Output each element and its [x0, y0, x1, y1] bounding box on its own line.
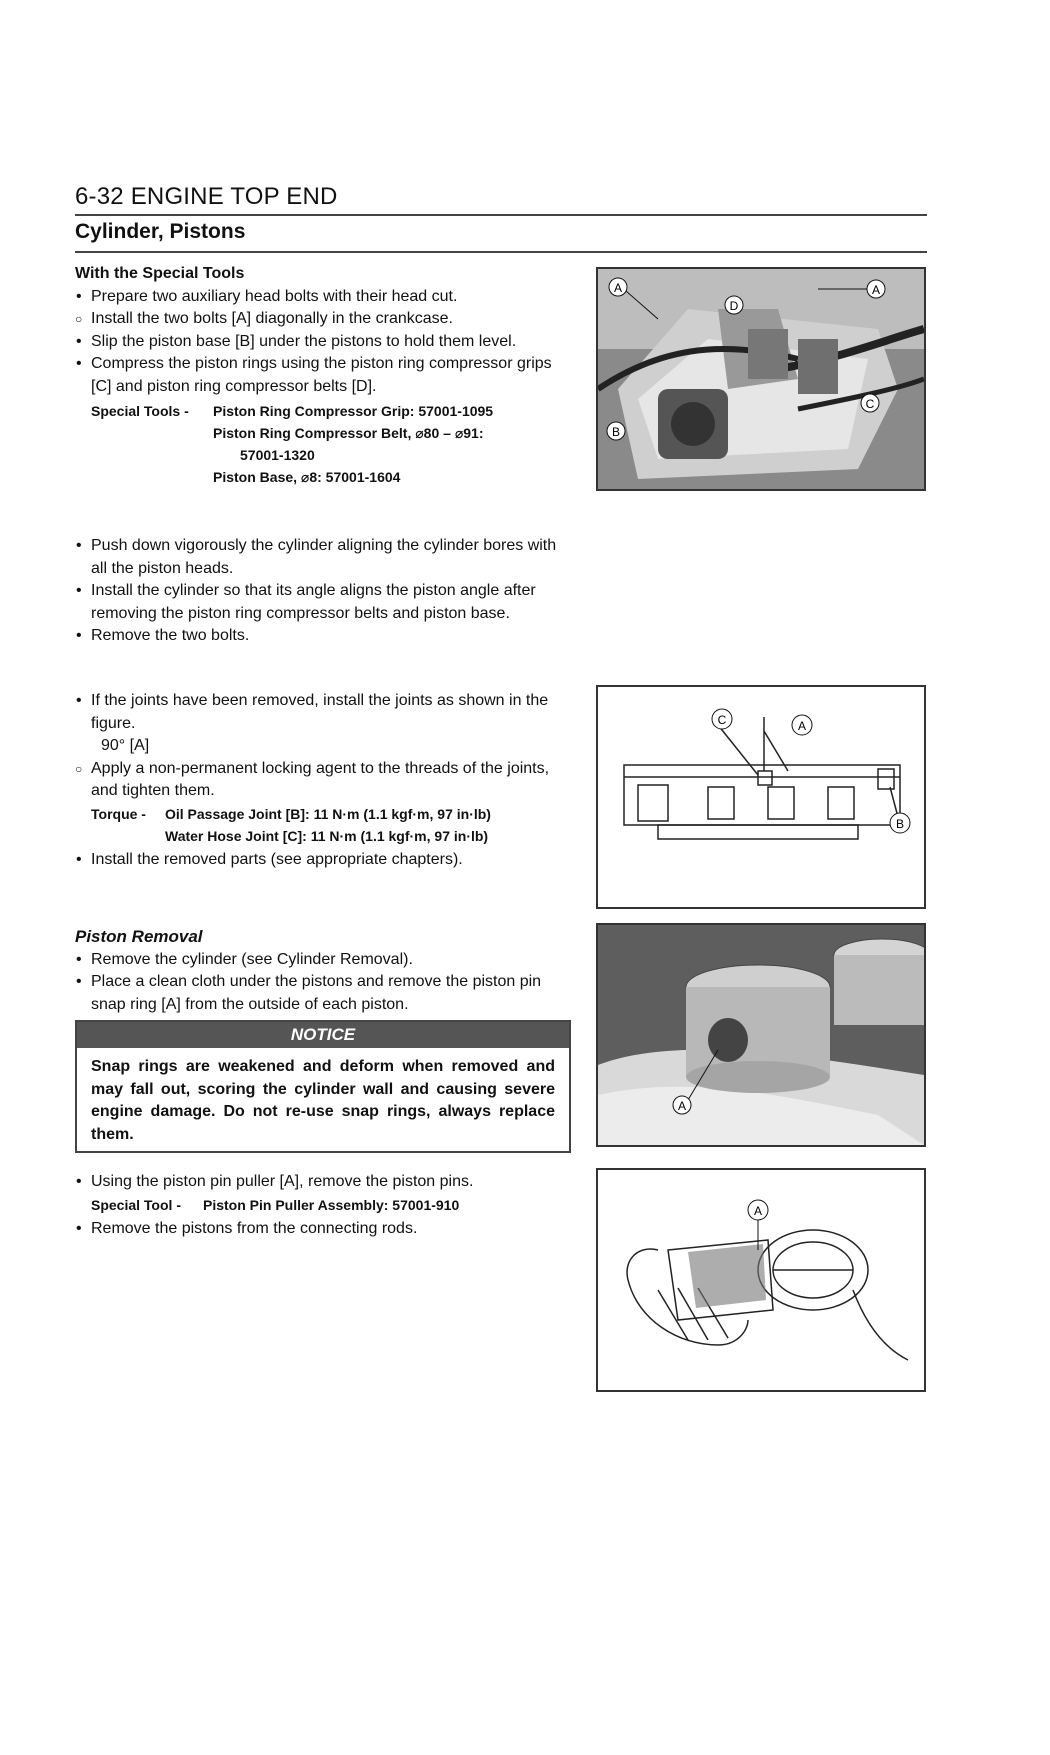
- list-item: • Place a clean cloth under the pistons and remove the piston pin snap ring [A] from the outside of each piston.: [75, 971, 575, 1016]
- list-item: ○ Apply a non-permanent locking agent to the threads of the joints, and tighten them.: [75, 758, 575, 803]
- page-header-title: 6-32 ENGINE TOP END: [75, 183, 338, 210]
- callout-label: C: [717, 713, 727, 727]
- callout-label: A: [753, 1204, 763, 1218]
- special-tools-block: [75, 263, 575, 492]
- tool-line: Piston Ring Compressor Belt, ⌀80 – ⌀91:: [213, 425, 484, 441]
- figure-pin-puller-drawing: [596, 1168, 926, 1392]
- list-item: • Remove the cylinder (see Cylinder Removal).: [75, 949, 575, 972]
- torque-line: Water Hose Joint [C]: 11 N·m (1.1 kgf·m, 97 in·lb): [165, 827, 489, 844]
- torque-line: Oil Passage Joint [B]: 11 N·m (1.1 kgf·m, 97 in·lb): [165, 805, 491, 822]
- piston-removal-block: [75, 926, 575, 1016]
- cylinder-install-block: [75, 535, 575, 648]
- list-item: • Compress the piston rings using the piston ring compressor grips [C] and piston ring compressor belts [D].: [75, 353, 575, 398]
- list-item: • Using the piston pin puller [A], remove the piston pins.: [75, 1171, 575, 1194]
- list-item: • Slip the piston base [B] under the pistons to hold them level.: [75, 331, 575, 354]
- callout-label: A: [797, 719, 807, 733]
- list-item: • Push down vigorously the cylinder aligning the cylinder bores with all the piston heads.: [75, 535, 575, 580]
- torque-label: Torque -: [91, 805, 146, 822]
- tools-label: Special Tools -: [91, 403, 189, 419]
- special-tool-line: [75, 1194, 575, 1218]
- figure-cylinder-install-photo: [596, 267, 926, 491]
- special-tools-list: [75, 400, 575, 492]
- tool-line: 57001-1320: [240, 447, 315, 463]
- callout-label: C: [865, 397, 875, 411]
- tool-line: Piston Base, ⌀8: 57001-1604: [213, 469, 401, 485]
- notice-text: Snap rings are weakened and deform when removed and may fall out, scoring the cylinder wall and causing severe engine damage. Do not re-use snap rings, always replace them.: [91, 1058, 555, 1143]
- subsection-heading: Piston Removal: [75, 927, 203, 946]
- figure-joints-drawing: [596, 685, 926, 909]
- notice-title: NOTICE: [77, 1022, 569, 1048]
- tool-label: Special Tool -: [91, 1196, 181, 1213]
- section-title: Cylinder, Pistons: [75, 220, 246, 243]
- list-item: • Remove the pistons from the connecting rods.: [75, 1218, 575, 1241]
- header-rule: [75, 214, 927, 216]
- list-item: • If the joints have been removed, install the joints as shown in the figure.: [75, 690, 575, 735]
- joints-block: [75, 690, 575, 871]
- callout-label: A: [613, 281, 623, 295]
- figure-snap-ring-photo: [596, 923, 926, 1147]
- list-item: • Prepare two auxiliary head bolts with their head cut.: [75, 286, 575, 309]
- list-item: ○ Install the two bolts [A] diagonally in the crankcase.: [75, 308, 575, 331]
- angle-label: 90° [A]: [101, 737, 150, 754]
- torque-list: [75, 803, 575, 849]
- tool-line: Piston Pin Puller Assembly: 57001-910: [203, 1196, 460, 1213]
- list-item: • Install the cylinder so that its angle aligns the piston angle after removing the piston ring compressor belts and piston base.: [75, 580, 575, 625]
- callout-label: A: [677, 1099, 687, 1113]
- pin-puller-block: [75, 1171, 575, 1240]
- block-heading: With the Special Tools: [75, 265, 245, 282]
- list-item: • Remove the two bolts.: [75, 625, 575, 648]
- section-rule: [75, 251, 927, 253]
- callout-label: A: [871, 283, 881, 297]
- callout-label: D: [729, 299, 739, 313]
- callout-label: B: [895, 817, 905, 831]
- tool-line: Piston Ring Compressor Grip: 57001-1095: [213, 403, 494, 419]
- notice-box: [75, 1020, 571, 1153]
- callout-label: B: [611, 425, 621, 439]
- list-item: • Install the removed parts (see appropriate chapters).: [75, 849, 575, 872]
